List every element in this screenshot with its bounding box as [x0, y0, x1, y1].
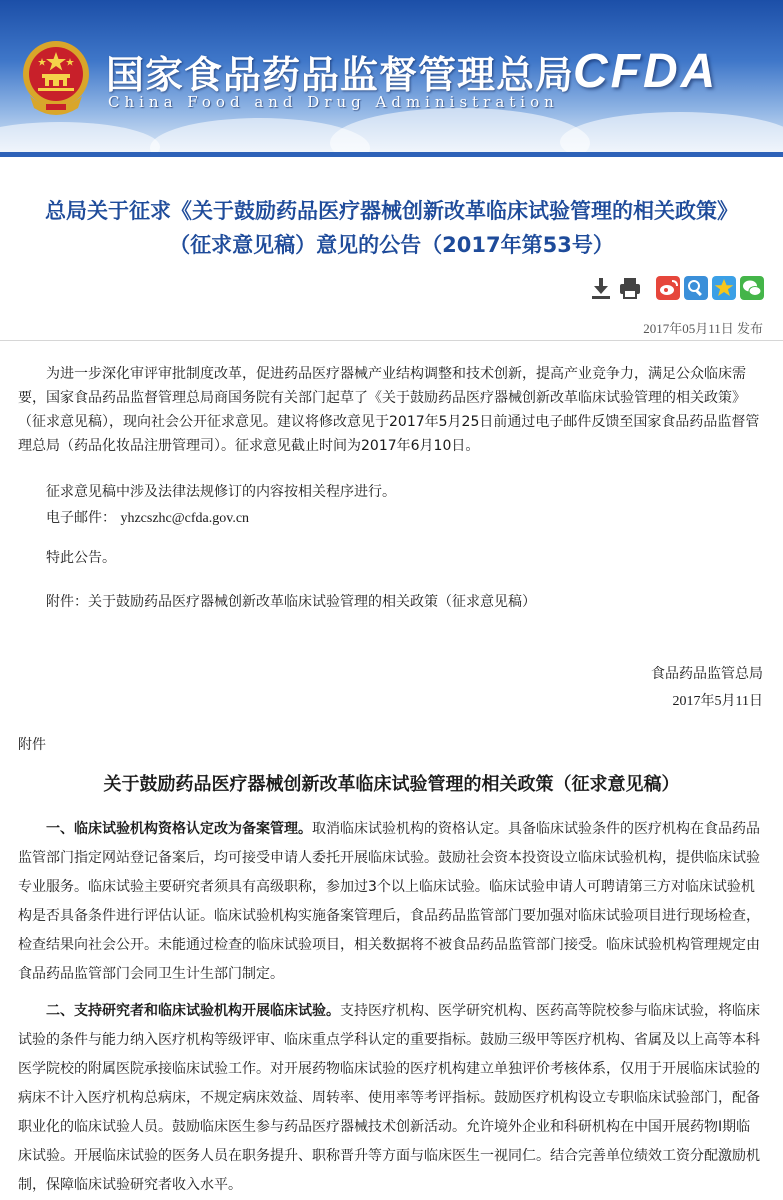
policy-section [18, 815, 764, 989]
weibo-icon[interactable] [656, 276, 680, 300]
publish-date: 2017年05月11日 发布 [643, 321, 763, 336]
email-label: 电子邮件： [46, 510, 116, 526]
page-title [0, 194, 783, 262]
download-icon[interactable] [590, 276, 612, 300]
title-line: （征求意见稿）意见的公告（2017年第53号） [169, 233, 614, 257]
wechat-icon[interactable] [740, 276, 764, 300]
signature-org: 食品药品监管总局 [651, 666, 763, 682]
section-heading: 一、临床试验机构资格认定改为备案管理。 [46, 821, 312, 837]
section-text: 支持医疗机构、医学研究机构、医药高等院校参与临床试验，将临床试验的条件与能力纳入医疗机构等级评审、临床重点学科认定的重要指标。鼓励三级甲等医疗机构、省属及以上高等本科医学院校的附属医院承接临床试验工作。对开展药物临床试验的医疗机构建立单独评价考核体系，仅用于开展临床试验的病床不计入医疗机构总病床，不规定病床效益、周转率、使用率等考评指标。鼓励医疗机构设立专职临床试验部门，配备职业化的临床试验人员。鼓励临床医生参与药品医疗器械技术创新活动。允许境外企业和科研机构在中国开展药物I期临床试验。开展临床试验的医务人员在职务提升、职称晋升等方面与临床医生一视同仁。结合完善单位绩效工资分配激励机制，保障临床试验研究者收入水平。 [18, 1003, 760, 1193]
banner-cloud [330, 108, 590, 152]
cfda-logo: CFDA [573, 45, 719, 98]
agency-name-en: China Food and Drug Administration [108, 93, 559, 111]
policy-section [18, 997, 764, 1200]
agency-name-cn: 国家食品药品监督管理总局 [106, 52, 575, 97]
annex-label: 附件 [18, 737, 46, 753]
title-line: 总局关于征求《关于鼓励药品医疗器械创新改革临床试验管理的相关政策》 [45, 199, 738, 223]
national-emblem-icon [20, 36, 92, 116]
signature-date: 2017年5月11日 [672, 694, 763, 709]
qzone-icon[interactable] [712, 276, 736, 300]
section-heading: 二、支持研究者和临床试验机构开展临床试验。 [46, 1003, 340, 1019]
banner-cloud [0, 122, 160, 152]
banner-cloud [560, 112, 783, 152]
email-link[interactable]: yhzcszhc@cfda.gov.cn [120, 511, 250, 526]
notice-text: 特此公告。 [46, 550, 116, 566]
divider [0, 340, 783, 341]
body-paragraph: 征求意见稿中涉及法律法规修订的内容按相关程序进行。 [46, 484, 396, 500]
attachment-link[interactable]: 附件：关于鼓励药品医疗器械创新改革临床试验管理的相关政策（征求意见稿） [46, 594, 536, 610]
banner-divider [0, 152, 783, 157]
qq-icon[interactable] [684, 276, 708, 300]
section-text: 取消临床试验机构的资格认定。具备临床试验条件的医疗机构在食品药品监管部门指定网站登记备案后，均可接受申请人委托开展临床试验。鼓励社会资本投资设立临床试验机构，提供临床试验专业服务。临床试验主要研究者须具有高级职称，参加过3个以上临床试验。临床试验申请人可聘请第三方对临床试验机构是否具备条件进行评估认证。临床试验机构实施备案管理后，食品药品监管部门要加强对临床试验项目进行现场检查，检查结果向社会公开。未能通过检查的临床试验项目，相关数据将不被食品药品监管部门接受。临床试验机构管理规定由食品药品监管部门会同卫生计生部门制定。 [18, 821, 760, 982]
annex-title: 关于鼓励药品医疗器械创新改革临床试验管理的相关政策（征求意见稿） [103, 774, 680, 795]
header-banner [0, 0, 783, 152]
body-paragraph: 为进一步深化审评审批制度改革，促进药品医疗器械产业结构调整和技术创新，提高产业竞争力，满足公众临床需要，国家食品药品监督管理总局商国务院有关部门起草了《关于鼓励药品医疗器械创新改革临床试验管理的相关政策》（征求意见稿），现向社会公开征求意见。建议将修改意见于2017年5月25日前通过电子邮件反馈至国家食品药品监督管理总局（药品化妆品注册管理司）。征求意见截止时间为2017年6月10日。 [18, 366, 760, 454]
email-line [18, 506, 764, 531]
print-icon[interactable] [618, 276, 642, 300]
